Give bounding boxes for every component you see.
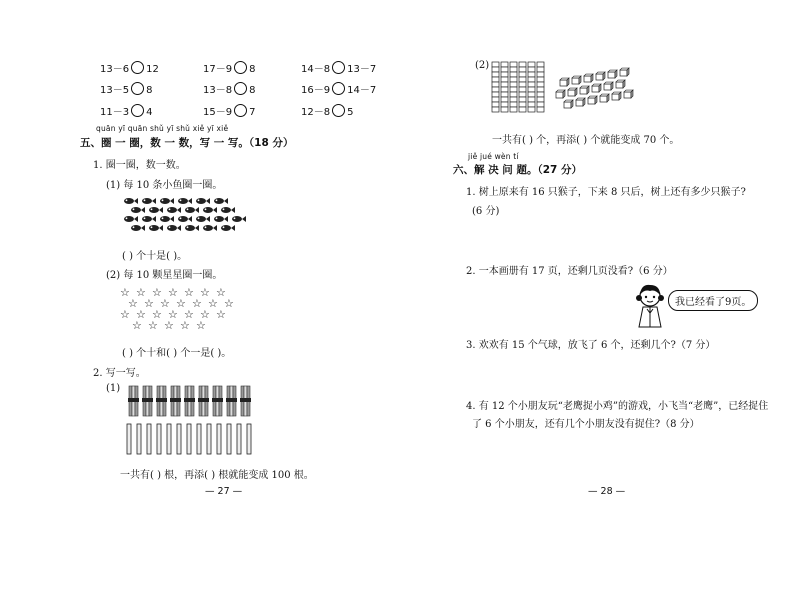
stick-bundles-image bbox=[125, 384, 265, 456]
compare-answer-circle[interactable] bbox=[234, 61, 247, 74]
fish-icon bbox=[142, 198, 156, 204]
star-icon: ☆ bbox=[176, 297, 186, 310]
q1-1-answer: ( ) 个十是( )。 bbox=[122, 251, 188, 262]
single-stick-icon bbox=[137, 424, 141, 454]
single-stick-icon bbox=[217, 424, 221, 454]
single-cube-icon bbox=[572, 76, 581, 84]
star-icon: ☆ bbox=[132, 319, 142, 332]
single-cube-icon bbox=[564, 100, 573, 108]
single-cube-icon bbox=[592, 84, 601, 92]
girl-illustration bbox=[635, 283, 669, 329]
speech-bubble: 我已经看了9页。 bbox=[668, 290, 758, 311]
q1-heading: 1. 圈一圈，数一数。 bbox=[93, 160, 186, 171]
q1-1-prompt: (1) 每 10 条小鱼圈一圈。 bbox=[106, 180, 223, 191]
star-icon: ☆ bbox=[224, 297, 234, 310]
page-number-right: — 28 — bbox=[588, 486, 626, 497]
q2-1-answer: 一共有( ) 根，再添( ) 根就能变成 100 根。 bbox=[120, 470, 314, 481]
star-icon: ☆ bbox=[184, 286, 194, 299]
star-icon: ☆ bbox=[192, 297, 202, 310]
single-stick-icon bbox=[237, 424, 241, 454]
fish-icon bbox=[196, 198, 210, 204]
q1-2-prompt: (2) 每 10 颗星星圈一圈。 bbox=[106, 270, 223, 281]
fish-icon bbox=[185, 225, 199, 231]
single-cube-icon bbox=[600, 94, 609, 102]
fish-icon bbox=[124, 198, 138, 204]
cube-tower-icon bbox=[501, 62, 508, 112]
compare-item bbox=[203, 81, 255, 96]
single-cube-icon bbox=[576, 98, 585, 106]
stick-bundle-icon bbox=[240, 386, 251, 416]
star-icon: ☆ bbox=[164, 319, 174, 332]
fish-icon bbox=[185, 207, 199, 213]
q2-1-label: (1) bbox=[106, 383, 121, 394]
star-icon: ☆ bbox=[120, 286, 130, 299]
q2-2-label: (2) bbox=[475, 60, 490, 71]
star-icon: ☆ bbox=[160, 297, 170, 310]
compare-item bbox=[100, 103, 152, 118]
page-number-left: — 27 — bbox=[205, 486, 243, 497]
single-cube-icon bbox=[580, 86, 589, 94]
s6-q1-score: (6 分) bbox=[472, 206, 500, 217]
compare-left-expr: 14－8 bbox=[301, 64, 331, 75]
star-icon: ☆ bbox=[180, 319, 190, 332]
fish-icon bbox=[196, 216, 210, 222]
star-icon: ☆ bbox=[136, 308, 146, 321]
compare-item bbox=[301, 81, 376, 96]
single-stick-icon bbox=[247, 424, 251, 454]
single-stick-icon bbox=[167, 424, 171, 454]
section6-pinyin: jiě jué wèn tí bbox=[468, 152, 519, 161]
single-stick-icon bbox=[227, 424, 231, 454]
star-icon: ☆ bbox=[168, 286, 178, 299]
star-icon: ☆ bbox=[216, 308, 226, 321]
star-icon: ☆ bbox=[148, 319, 158, 332]
cube-tower-icon bbox=[537, 62, 544, 112]
star-icon: ☆ bbox=[128, 297, 138, 310]
fish-icon bbox=[124, 216, 138, 222]
compare-right-expr: 7 bbox=[249, 107, 256, 118]
single-cube-icon bbox=[624, 90, 633, 98]
compare-answer-circle[interactable] bbox=[332, 104, 345, 117]
single-cube-icon bbox=[568, 88, 577, 96]
single-cube-icon bbox=[616, 80, 625, 88]
single-cube-icon bbox=[584, 74, 593, 82]
compare-item bbox=[301, 60, 376, 75]
stick-bundle-icon bbox=[156, 386, 167, 416]
star-icon: ☆ bbox=[200, 286, 210, 299]
compare-answer-circle[interactable] bbox=[234, 82, 247, 95]
q2-heading: 2. 写一写。 bbox=[93, 368, 146, 379]
compare-right-expr: 14－7 bbox=[347, 85, 377, 96]
compare-answer-circle[interactable] bbox=[131, 61, 144, 74]
star-icon: ☆ bbox=[216, 286, 226, 299]
compare-right-expr: 8 bbox=[146, 85, 153, 96]
compare-answer-circle[interactable] bbox=[131, 104, 144, 117]
fish-icon bbox=[214, 198, 228, 204]
fish-icon bbox=[214, 216, 228, 222]
compare-answer-circle[interactable] bbox=[131, 82, 144, 95]
compare-right-expr: 12 bbox=[146, 64, 159, 75]
stick-bundle-icon bbox=[170, 386, 181, 416]
star-icon: ☆ bbox=[144, 297, 154, 310]
single-stick-icon bbox=[127, 424, 131, 454]
fish-icon bbox=[232, 216, 246, 222]
stick-bundle-icon bbox=[212, 386, 223, 416]
star-icon: ☆ bbox=[196, 319, 206, 332]
s6-q4-line2: 了 6 个小朋友，还有几个小朋友没有捉住?（8 分） bbox=[472, 419, 700, 430]
star-icon: ☆ bbox=[152, 308, 162, 321]
compare-answer-circle[interactable] bbox=[332, 61, 345, 74]
fish-icon bbox=[131, 225, 145, 231]
compare-left-expr: 13－5 bbox=[100, 85, 130, 96]
single-stick-icon bbox=[147, 424, 151, 454]
single-cube-icon bbox=[608, 70, 617, 78]
star-icon: ☆ bbox=[184, 308, 194, 321]
s6-q3: 3. 欢欢有 15 个气球，放飞了 6 个，还剩几个?（7 分） bbox=[466, 340, 716, 351]
compare-right-expr: 4 bbox=[146, 107, 153, 118]
s6-q2: 2. 一本画册有 17 页，还剩几页没看?（6 分） bbox=[466, 266, 673, 277]
s6-q4-line1: 4. 有 12 个小朋友玩“老鹰捉小鸡”的游戏，小飞当“老鹰”，已经捉住 bbox=[466, 401, 769, 412]
compare-left-expr: 17－9 bbox=[203, 64, 233, 75]
stick-bundle-icon bbox=[142, 386, 153, 416]
compare-right-expr: 8 bbox=[249, 85, 256, 96]
stick-bundle-icon bbox=[184, 386, 195, 416]
cube-tower-icon bbox=[519, 62, 526, 112]
star-icon: ☆ bbox=[200, 308, 210, 321]
fish-icon bbox=[142, 216, 156, 222]
compare-right-expr: 13－7 bbox=[347, 64, 377, 75]
single-cube-icon bbox=[560, 78, 569, 86]
compare-left-expr: 16－9 bbox=[301, 85, 331, 96]
single-cube-icon bbox=[556, 90, 565, 98]
compare-item bbox=[301, 103, 353, 118]
stick-bundle-icon bbox=[128, 386, 139, 416]
single-stick-icon bbox=[187, 424, 191, 454]
cube-tower-icon bbox=[492, 62, 499, 112]
compare-left-expr: 12－8 bbox=[301, 107, 331, 118]
q2-2-answer: 一共有( ) 个，再添( ) 个就能变成 70 个。 bbox=[492, 135, 680, 146]
star-icon: ☆ bbox=[152, 286, 162, 299]
s6-q1: 1. 树上原来有 16 只猴子，下来 8 只后，树上还有多少只猴子? bbox=[466, 187, 746, 198]
star-icon: ☆ bbox=[208, 297, 218, 310]
compare-left-expr: 13－6 bbox=[100, 64, 130, 75]
fish-icon bbox=[149, 225, 163, 231]
fish-icon bbox=[167, 225, 181, 231]
single-cube-icon bbox=[620, 68, 629, 76]
fish-icon bbox=[221, 207, 235, 213]
compare-left-expr: 15－9 bbox=[203, 107, 233, 118]
fish-icon bbox=[131, 207, 145, 213]
q1-2-answer: ( ) 个十和( ) 个一是( )。 bbox=[122, 348, 232, 359]
stick-bundle-icon bbox=[198, 386, 209, 416]
section6-title: 六、解 决 问 题。（27 分） bbox=[453, 164, 582, 176]
stick-bundle-icon bbox=[226, 386, 237, 416]
compare-answer-circle[interactable] bbox=[332, 82, 345, 95]
fish-icon bbox=[203, 207, 217, 213]
section5-title: 五、圈 一 圈，数 一 数，写 一 写。（18 分） bbox=[80, 137, 294, 149]
compare-right-expr: 8 bbox=[249, 64, 256, 75]
compare-left-expr: 11－3 bbox=[100, 107, 130, 118]
star-icon: ☆ bbox=[168, 308, 178, 321]
single-cube-icon bbox=[596, 72, 605, 80]
section5-pinyin: quān yī quān shǔ yī shǔ xiě yī xiě bbox=[96, 124, 229, 133]
compare-item bbox=[100, 60, 159, 75]
fish-icon bbox=[178, 216, 192, 222]
single-stick-icon bbox=[177, 424, 181, 454]
compare-item bbox=[203, 60, 255, 75]
compare-answer-circle[interactable] bbox=[234, 104, 247, 117]
fish-icon bbox=[160, 216, 174, 222]
single-stick-icon bbox=[207, 424, 211, 454]
compare-item bbox=[100, 81, 152, 96]
compare-left-expr: 13－8 bbox=[203, 85, 233, 96]
single-cube-icon bbox=[612, 92, 621, 100]
star-icon: ☆ bbox=[120, 308, 130, 321]
fish-icon bbox=[221, 225, 235, 231]
single-cube-icon bbox=[588, 96, 597, 104]
fish-icon bbox=[160, 198, 174, 204]
fish-icon bbox=[178, 198, 192, 204]
stars-group bbox=[120, 287, 250, 335]
star-icon: ☆ bbox=[136, 286, 146, 299]
single-stick-icon bbox=[157, 424, 161, 454]
fish-group bbox=[120, 194, 250, 234]
fish-icon bbox=[203, 225, 217, 231]
single-cube-icon bbox=[604, 82, 613, 90]
single-stick-icon bbox=[197, 424, 201, 454]
compare-right-expr: 5 bbox=[347, 107, 354, 118]
fish-icon bbox=[149, 207, 163, 213]
cubes-image bbox=[490, 60, 640, 120]
compare-item bbox=[203, 103, 255, 118]
fish-icon bbox=[167, 207, 181, 213]
cube-tower-icon bbox=[510, 62, 517, 112]
right-page bbox=[400, 0, 800, 598]
cube-tower-icon bbox=[528, 62, 535, 112]
